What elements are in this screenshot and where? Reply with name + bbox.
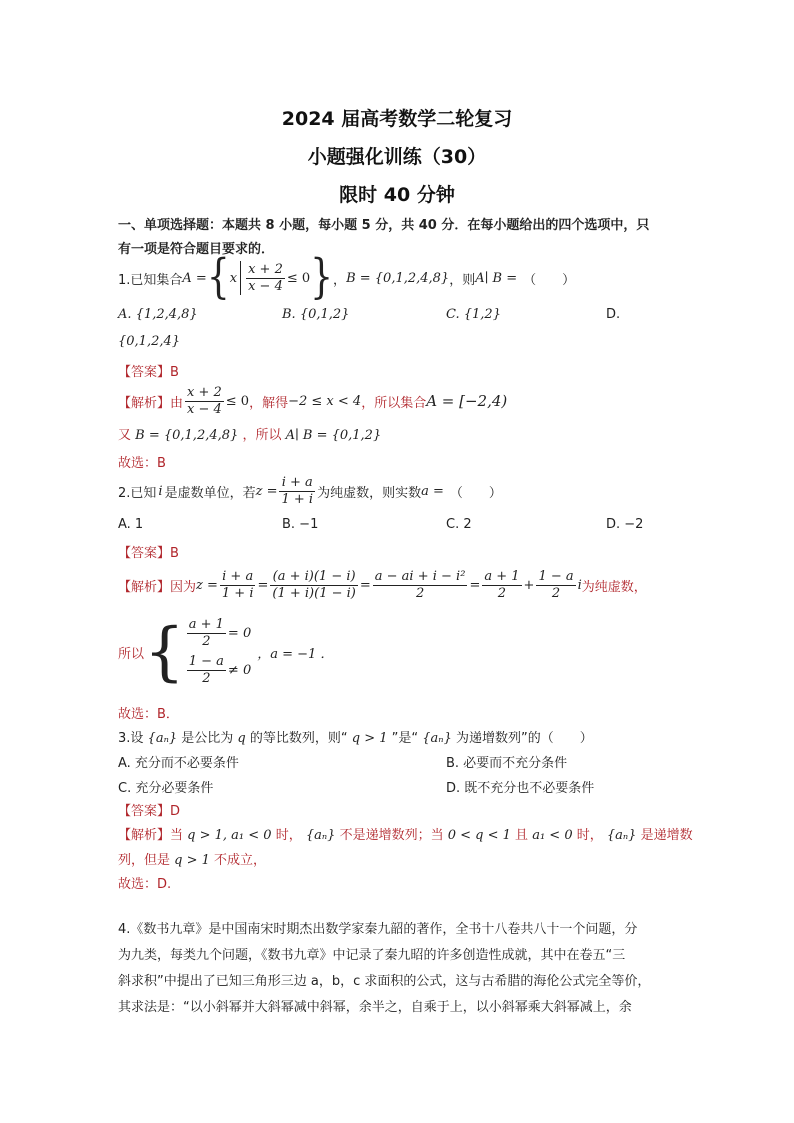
q3-option-c: C. 充分必要条件 [118,781,214,796]
q2-analysis: 【解析】因为 z = $\frac{i + a}{1 + i}$ = $\frac{(a + i)(1 - i)}{(1 + i)(1 - i)}$ = $\frac{\text{a − ai + i − i²}}{2}$ = $\frac{a + 1}{2}$ + $\frac{1 - a}{2}$ i 为纯虚数， [118,568,647,601]
q1-anal-mid1: ，解得 [249,395,289,411]
q2-mid2: 为纯虚数，则实数 [317,485,422,501]
section-header-line2: 有一项是符合题目要求的． [118,242,275,257]
q2-f4-den: 2 [497,585,507,601]
q2-stem [118,474,502,508]
title-main: 2024 届高考数学二轮复习 [281,108,513,130]
section-header-line1: 一、单项选择题：本题共 8 小题，每小题 5 分，共 40 分．在每小题给出的四个选项中，只 [118,218,650,233]
q2-blank: （ ） [449,485,502,501]
q1-analysis-2 [118,424,381,443]
q1-comma: ， [333,272,347,288]
q3-m5: 是递增数 [640,828,693,843]
q2-prefix: 2.已知 [118,485,157,501]
q3-option-b: B. 必要而不充分条件 [446,756,568,771]
q2-fraction [279,475,315,508]
q2-a-eq: a = [421,483,444,499]
q2-system-result: ，a = −1 ． [257,646,334,662]
q1-choose: 故选：B [118,456,166,471]
q1-anal-mid2: ，所以集合 [361,395,427,411]
q1-anal-den: x − 4 [187,401,222,417]
q2-f4-num: a + 1 [484,568,520,584]
q1-brace-left: { [206,250,230,304]
q2-frac-den: 1 + i [281,491,314,507]
q3-option-a: A. 充分而不必要条件 [118,756,239,771]
q1-fraction [246,262,285,295]
q3-anal-label: 【解析】当 [118,828,184,843]
q1-blank: （ ） [523,272,576,288]
q2-sys1-rhs: = 0 [227,626,252,641]
q1-set-bar [240,261,241,295]
q2-i-var: i [158,483,163,499]
q3-c2: 0 < q < 1 [447,828,511,843]
q1-setB: B = {0,1,2,4,8} [346,270,450,286]
q2-f2-den: (1 + i)(1 − i) [272,585,356,601]
q1-anal-label: 【解析】由 [118,395,184,411]
q2-mid1: 是虚数单位，若 [164,485,256,501]
q3-seq2: {aₙ} [422,731,452,746]
q2-frac-num: i + a [279,475,315,492]
q2-z-eq: z = [255,483,278,499]
q2-sys2-rhs: ≠ 0 [227,663,252,678]
q2-anal-tail: 为纯虚数， [581,579,647,595]
q3-mid2: 的等比数列，则“ [249,731,348,746]
q1-analysis [118,384,507,418]
q4-line3: 斜求积”中提出了已知三角形三边 a，b，c 求面积的公式，这与古希腊的海伦公式完全等价， [118,974,651,989]
q4-line4: 其求法是：“以小斜幂并大斜幂减中斜幂，余半之，自乘于上，以小斜幂乘大斜幂减上，余 [118,1000,632,1015]
q1-frac-den: x − 4 [248,278,283,294]
q2-system-brace: { [144,615,185,689]
q2-sys2-num: 1 − a [188,654,224,669]
q3-analysis [118,824,693,843]
q3-analysis-2 [118,849,266,868]
q3-cond: q > 1 [351,731,388,746]
q2-anal-frac5 [536,569,575,602]
q1-answer: 【答案】B [118,365,179,380]
q2-anal-frac2 [270,569,357,602]
q1-setA-lhs: A = [182,270,207,286]
q1-ineq: ≤ 0 [286,270,311,286]
q2-option-d: D. −2 [606,517,644,532]
q2-option-c: C. 2 [446,517,472,532]
q1-setA-x: x [229,270,238,286]
q2-sys1-den: 2 [202,634,211,649]
q2-answer: 【答案】B [118,546,179,561]
q3-option-d: D. 既不充分也不必要条件 [446,781,595,796]
title-time: 限时 40 分钟 [339,184,455,206]
q3-line2b: 不成立， [214,853,267,868]
q2-option-a: A. 1 [118,517,144,532]
q1-then: ，则 [449,272,476,288]
q1-anal-num: x + 2 [187,384,222,400]
q3-s2: {aₙ} [606,828,637,843]
q3-answer: 【答案】D [118,804,181,819]
q2-f1-num: i + a [220,569,256,586]
q3-c3: a₁ < 0 [532,828,573,843]
q4-line2: 为九类，每类九个问题，《数书九章》中记录了秦九昭的许多创造性成就，其中在卷五“三 [118,948,626,963]
q2-sys1-num: a + 1 [188,617,224,632]
q1-prefix: 1.已知集合 [118,272,183,288]
q2-anal-frac4 [482,569,521,602]
q2-option-b: B. −1 [282,517,319,532]
q2-choose: 故选：B． [118,707,179,722]
q1-intersection: A∣ B = [475,270,518,286]
q3-q: q [237,731,246,746]
q1-option-b: B. {0,1,2} [282,307,350,322]
q3-mid1: 是公比为 [181,731,234,746]
q2-anal-label: 【解析】因为 [118,579,197,595]
q1-also-set: B = {0,1,2,4,8} [135,428,239,443]
q2-f1-den: 1 + i [221,585,254,601]
q1-option-a: A. {1,2,4,8} [118,307,198,322]
q2-f3-num: a − ai + i − i² [374,568,466,584]
q2-system-rows [185,617,251,687]
q1-anal-set: A = [−2,4) [426,392,508,410]
q3-m3: 且 [515,828,529,843]
q2-system [118,610,333,694]
q1-stem [118,250,576,304]
q1-also-result: A∣ B = {0,1,2} [285,428,382,443]
q1-also-label: 又 [118,428,132,443]
q2-anal-frac3 [373,569,468,602]
q3-mid3: ”是“ [391,731,419,746]
q1-option-d-value: {0,1,2,4} [118,334,181,349]
q3-stem [118,727,593,746]
q1-brace-right: } [310,250,334,304]
q2-f5-den: 2 [551,585,561,601]
q2-f5-num: 1 − a [538,568,574,584]
q3-seq: {aₙ} [147,731,178,746]
q2-system-row2 [185,654,251,687]
q1-option-c: C. {1,2} [446,307,501,322]
q1-frac-num: x + 2 [248,261,283,277]
q3-m4: 时， [576,828,603,843]
q2-f3-den: 2 [415,585,425,601]
q3-m1: 时， [275,828,302,843]
q3-m2: 不是递增数列；当 [339,828,444,843]
title-sub: 小题强化训练（30） [307,146,487,168]
q1-also-mid: ，所以 [242,428,282,443]
q2-f2-num: (a + i)(1 − i) [270,569,357,586]
q2-sys2-den: 2 [202,671,211,686]
q3-c4: q > 1 [174,853,210,868]
q3-s1: {aₙ} [305,828,336,843]
q1-anal-ineq: ≤ 0 [225,393,250,409]
q2-system-row1 [185,617,251,650]
q3-c1: q > 1, a₁ < 0 [187,828,272,843]
q4-line1: 4.《数书九章》是中国南宋时期杰出数学家秦九韶的著作，全书十八卷共八十一个问题，分 [118,922,638,937]
q3-line2a: 列，但是 [118,853,171,868]
q3-choose: 故选：D. [118,877,172,892]
q1-anal-fraction [185,385,224,418]
q3-prefix: 3.设 [118,731,144,746]
q1-anal-range: −2 ≤ x < 4 [288,393,362,409]
q2-anal-frac1 [220,569,256,602]
q1-option-d: D. [606,307,621,322]
q2-so: 所以 [118,646,145,662]
q3-mid4: 为递增数列”的（ ） [455,731,593,746]
